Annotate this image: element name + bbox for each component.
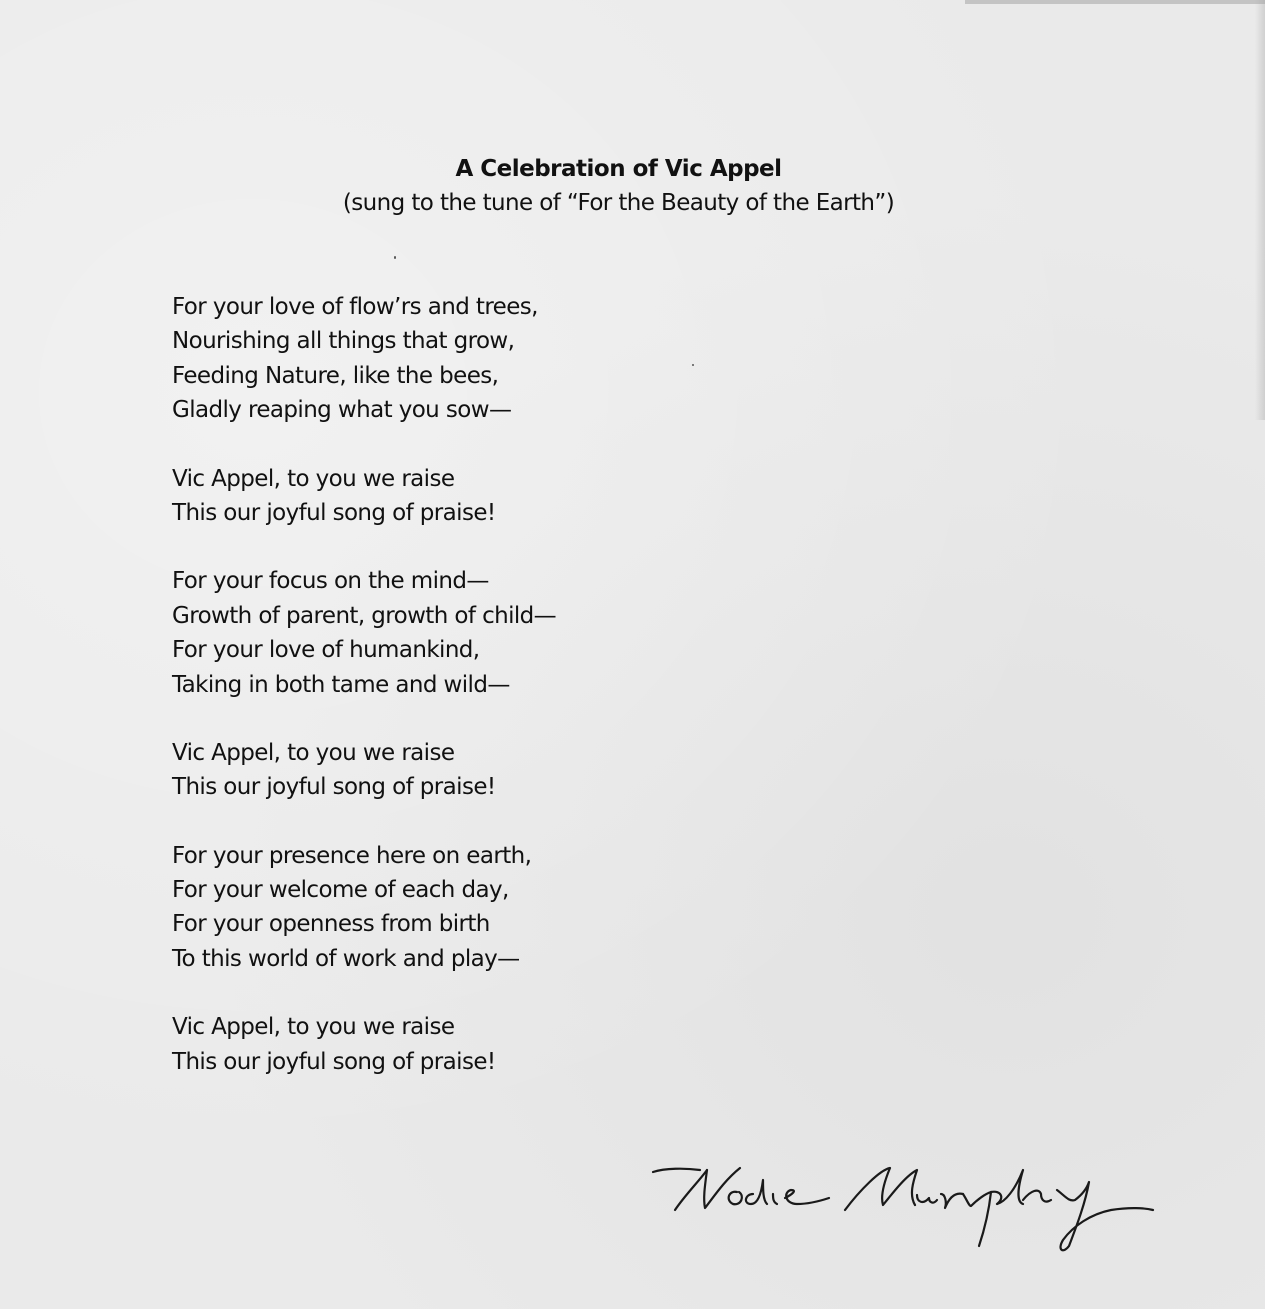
handwritten-signature — [645, 1150, 1165, 1260]
poem-line: This our joyful song of praise! — [172, 774, 496, 801]
poem-line: For your presence here on earth, — [172, 842, 532, 869]
poem-line: Vic Appel, to you we raise — [172, 465, 455, 492]
poem-line: For your love of humankind, — [172, 637, 480, 664]
refrain-3 — [172, 1010, 772, 1079]
scan-speck — [692, 364, 694, 366]
poem-line: Taking in both tame and wild— — [172, 671, 510, 698]
scan-speck — [394, 256, 396, 259]
page-right-edge — [1255, 0, 1265, 420]
stanza-2 — [172, 564, 772, 702]
poem-line: For your welcome of each day, — [172, 877, 509, 904]
refrain-2 — [172, 736, 772, 805]
page-top-edge — [965, 0, 1265, 4]
document-title: A Celebration of Vic Appel — [455, 156, 782, 182]
poem-line: For your openness from birth — [172, 911, 490, 938]
poem-line: For your focus on the mind— — [172, 568, 489, 595]
stanza-1 — [172, 290, 772, 428]
poem-line: Gladly reaping what you sow— — [172, 397, 512, 424]
document-subtitle: (sung to the tune of “For the Beauty of the Earth”) — [342, 190, 895, 216]
poem-line: Vic Appel, to you we raise — [172, 1014, 455, 1041]
poem-line: This our joyful song of praise! — [172, 499, 496, 526]
poem-line: Nourishing all things that grow, — [172, 328, 515, 355]
poem-body — [172, 290, 772, 1113]
stanza-3 — [172, 839, 772, 977]
refrain-1 — [172, 462, 772, 531]
poem-line: Vic Appel, to you we raise — [172, 739, 455, 766]
poem-line: Feeding Nature, like the bees, — [172, 362, 499, 389]
poem-line: This our joyful song of praise! — [172, 1048, 496, 1075]
poem-line: Growth of parent, growth of child— — [172, 602, 557, 629]
poem-line: To this world of work and play— — [172, 945, 520, 972]
poem-line: For your love of flow’rs and trees, — [172, 294, 538, 320]
